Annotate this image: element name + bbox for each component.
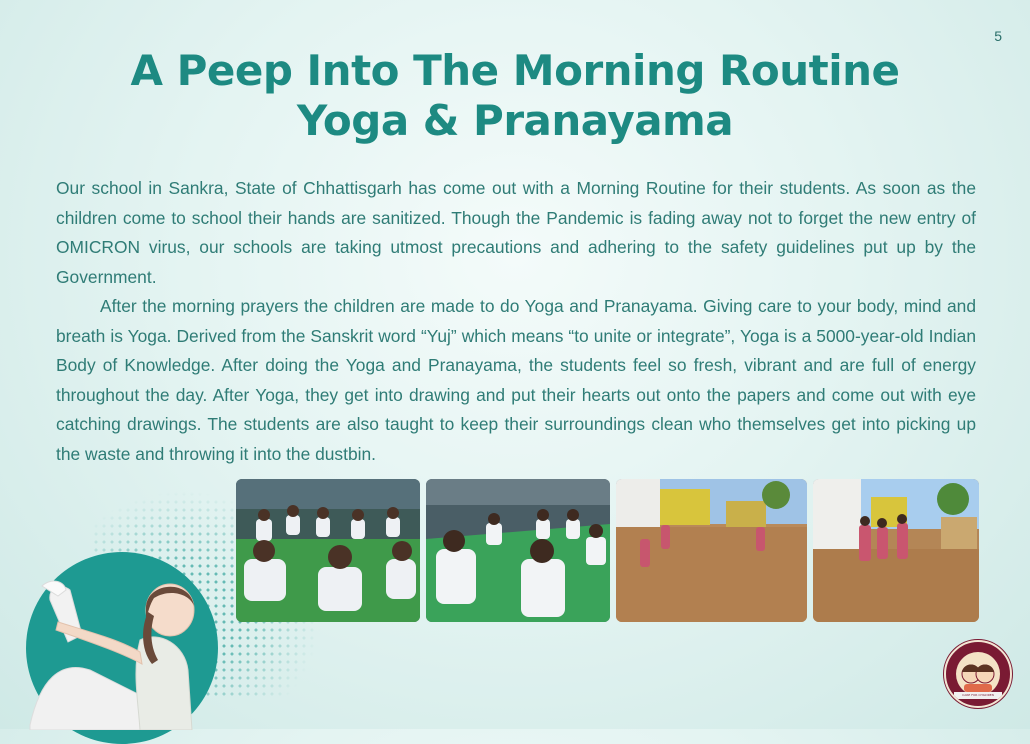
page-number: 5 <box>994 28 1002 44</box>
title-line-2: Yoga & Pranayama <box>296 95 734 145</box>
logo-children-emblem <box>956 652 1000 696</box>
paragraph-1: Our school in Sankra, State of Chhattisgarh has come out with a Morning Routine for their students. As soon as the children come to school their hands are sanitized. Though the Pandemic is fading away not to forget the new entry of OMICRON virus, our schools are taking utmost precautions and adhering to the safety guidelines put up by the Government. <box>56 178 976 287</box>
page-title <box>0 46 1030 145</box>
article-body <box>56 174 976 469</box>
photo-cleaning-yard-1 <box>616 479 807 622</box>
logo-tagline: CARE FOR CHILDREN <box>954 692 1002 699</box>
photo-yoga-session-2 <box>426 479 610 622</box>
title-line-1: A Peep Into The Morning Routine <box>130 46 900 95</box>
yoga-girl-illustration <box>20 560 230 730</box>
photo-cleaning-yard-2 <box>813 479 979 622</box>
paragraph-2: After the morning prayers the children are made to do Yoga and Pranayama. Giving care to your body, mind and breath is Yoga. Derived from the Sanskrit word “Yuj” which means “to unite or integrate”, Yoga is a 5000-year-old Indian Body of Knowledge. After doing the Yoga and Pranayama, the students feel so fresh, vibrant and are full of energy throughout the day. After Yoga, they get into drawing and put their hearts out onto the papers and come out with eye catching drawings. The students are also taught to keep their surroundings clean who themselves get into picking up the waste and throwing it into the dustbin. <box>56 296 976 464</box>
organization-logo <box>944 640 1012 708</box>
photo-yoga-session-1 <box>236 479 420 622</box>
